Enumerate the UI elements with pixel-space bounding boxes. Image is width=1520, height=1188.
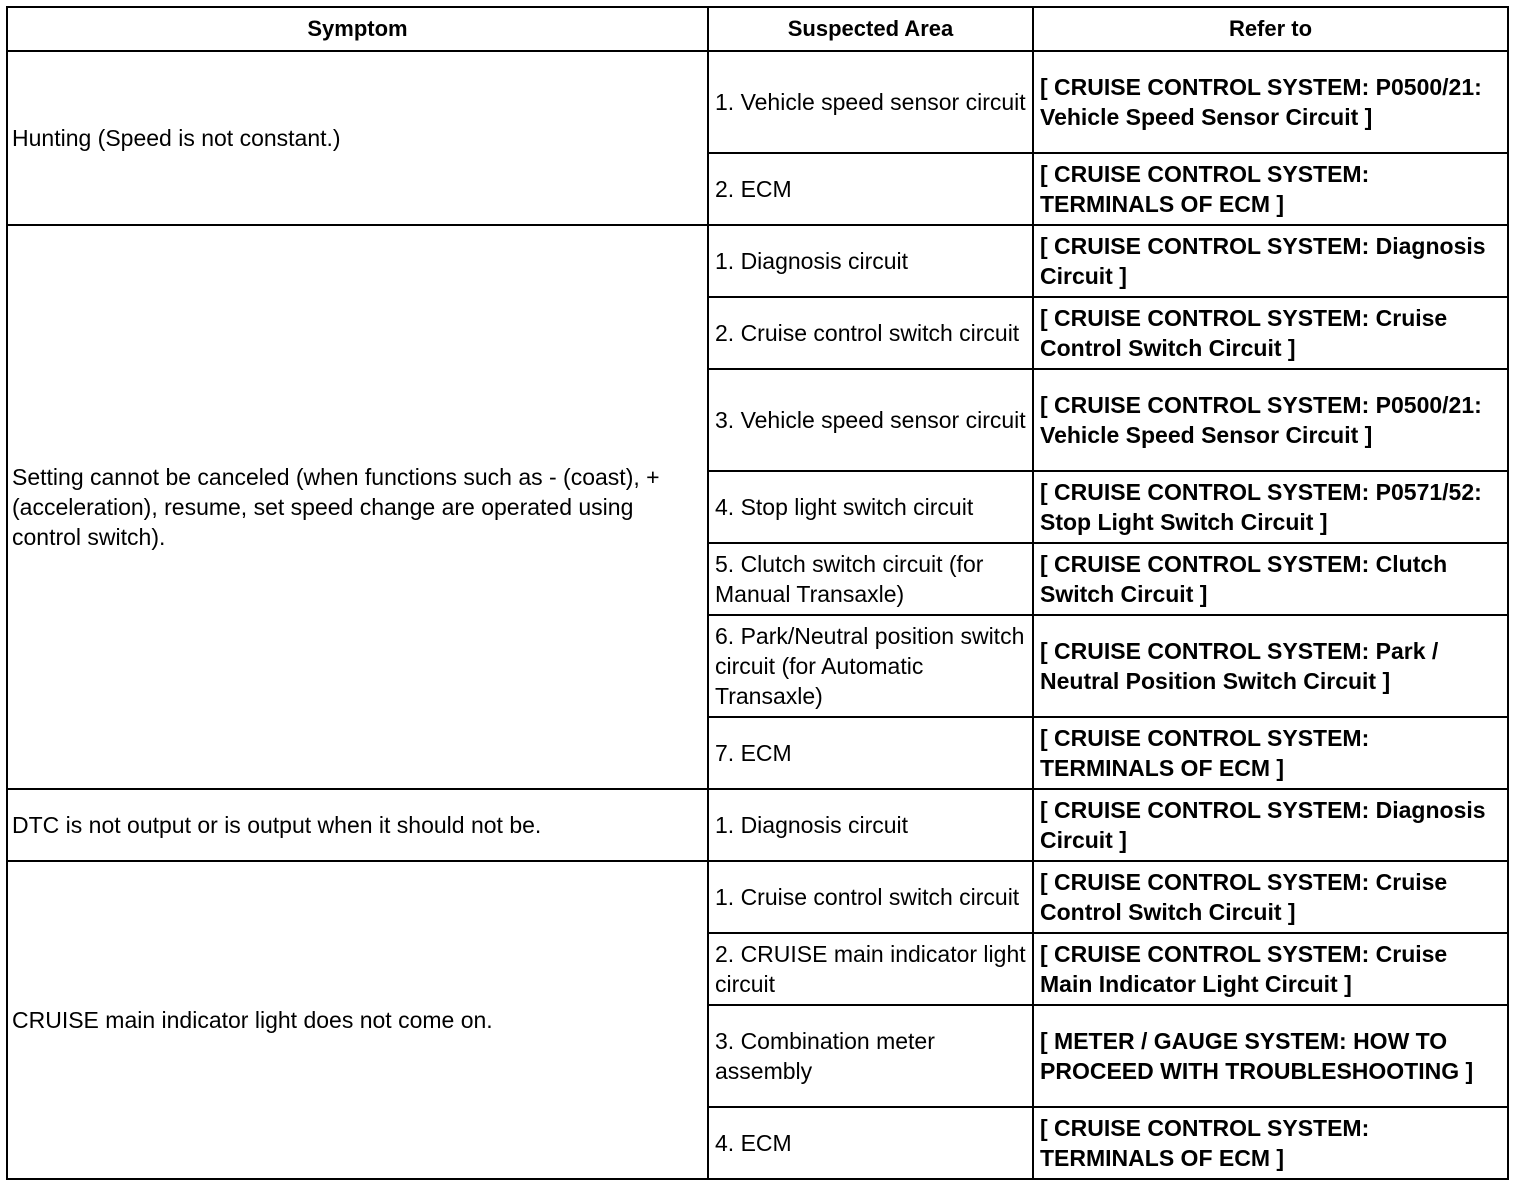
refer-to-cell: [ CRUISE CONTROL SYSTEM: P0500/21: Vehicle Speed Sensor Circuit ]: [1033, 51, 1508, 153]
suspected-area-cell: 3. Combination meter assembly: [708, 1005, 1033, 1107]
refer-to-cell: [ CRUISE CONTROL SYSTEM: Cruise Main Indicator Light Circuit ]: [1033, 933, 1508, 1005]
refer-to-cell: [ CRUISE CONTROL SYSTEM: Cruise Control Switch Circuit ]: [1033, 297, 1508, 369]
header-refer-to: Refer to: [1033, 7, 1508, 51]
suspected-area-cell: 2. Cruise control switch circuit: [708, 297, 1033, 369]
refer-to-cell: [ CRUISE CONTROL SYSTEM: Diagnosis Circuit ]: [1033, 789, 1508, 861]
symptom-cell: CRUISE main indicator light does not come on.: [7, 861, 708, 1179]
refer-to-cell: [ CRUISE CONTROL SYSTEM: Park / Neutral Position Switch Circuit ]: [1033, 615, 1508, 717]
suspected-area-cell: 4. ECM: [708, 1107, 1033, 1179]
refer-to-cell: [ CRUISE CONTROL SYSTEM: Diagnosis Circuit ]: [1033, 225, 1508, 297]
table-row: [7, 861, 1508, 933]
refer-to-cell: [ CRUISE CONTROL SYSTEM: Clutch Switch Circuit ]: [1033, 543, 1508, 615]
suspected-area-cell: 4. Stop light switch circuit: [708, 471, 1033, 543]
table-row: [7, 789, 1508, 861]
header-symptom: Symptom: [7, 7, 708, 51]
refer-to-cell: [ CRUISE CONTROL SYSTEM: P0500/21: Vehicle Speed Sensor Circuit ]: [1033, 369, 1508, 471]
refer-to-cell: [ METER / GAUGE SYSTEM: HOW TO PROCEED WITH TROUBLESHOOTING ]: [1033, 1005, 1508, 1107]
suspected-area-cell: 1. Diagnosis circuit: [708, 789, 1033, 861]
symptom-cell: Setting cannot be canceled (when functions such as - (coast), + (acceleration), resume, set speed change are operated using control switch).: [7, 225, 708, 789]
suspected-area-cell: 1. Vehicle speed sensor circuit: [708, 51, 1033, 153]
suspected-area-cell: 1. Cruise control switch circuit: [708, 861, 1033, 933]
troubleshooting-table: [6, 6, 1509, 1180]
header-suspected-area: Suspected Area: [708, 7, 1033, 51]
refer-to-cell: [ CRUISE CONTROL SYSTEM: TERMINALS OF ECM ]: [1033, 717, 1508, 789]
suspected-area-cell: 1. Diagnosis circuit: [708, 225, 1033, 297]
suspected-area-cell: 2. CRUISE main indicator light circuit: [708, 933, 1033, 1005]
header-row: [7, 7, 1508, 51]
refer-to-cell: [ CRUISE CONTROL SYSTEM: P0571/52: Stop Light Switch Circuit ]: [1033, 471, 1508, 543]
refer-to-cell: [ CRUISE CONTROL SYSTEM: Cruise Control Switch Circuit ]: [1033, 861, 1508, 933]
suspected-area-cell: 2. ECM: [708, 153, 1033, 225]
refer-to-cell: [ CRUISE CONTROL SYSTEM: TERMINALS OF ECM ]: [1033, 1107, 1508, 1179]
table-row: [7, 225, 1508, 297]
symptom-cell: DTC is not output or is output when it should not be.: [7, 789, 708, 861]
suspected-area-cell: 7. ECM: [708, 717, 1033, 789]
suspected-area-cell: 6. Park/Neutral position switch circuit (for Automatic Transaxle): [708, 615, 1033, 717]
table-row: [7, 51, 1508, 153]
suspected-area-cell: 5. Clutch switch circuit (for Manual Transaxle): [708, 543, 1033, 615]
suspected-area-cell: 3. Vehicle speed sensor circuit: [708, 369, 1033, 471]
refer-to-cell: [ CRUISE CONTROL SYSTEM: TERMINALS OF ECM ]: [1033, 153, 1508, 225]
symptom-cell: Hunting (Speed is not constant.): [7, 51, 708, 225]
